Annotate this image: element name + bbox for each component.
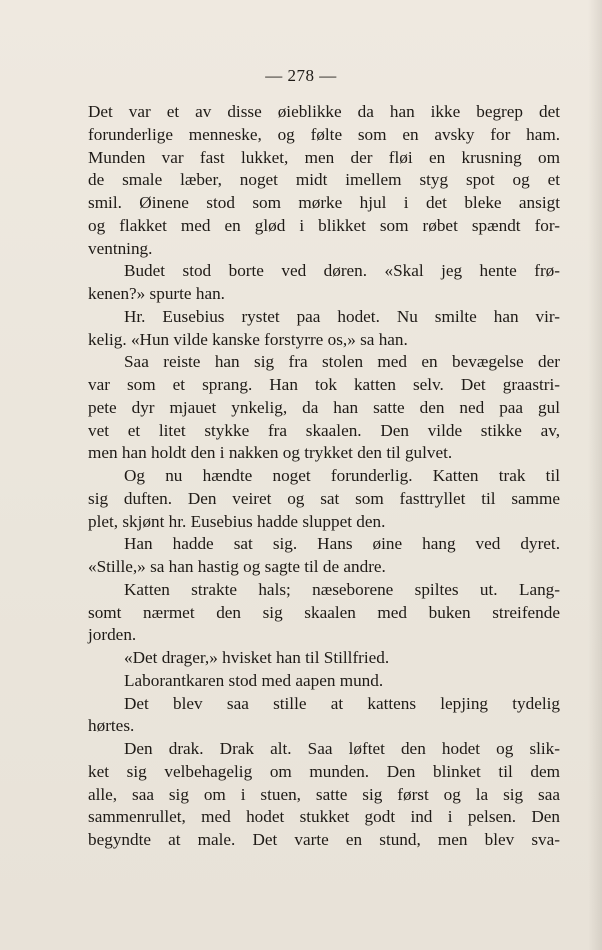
text-line: begyndte at male. Det varte en stund, men blev sva- bbox=[88, 830, 560, 849]
text-line: forunderlige menneske, og følte som en avsky for ham. bbox=[88, 124, 560, 144]
text-line: pete dyr mjauet ynkelig, da han satte den ned paa gul bbox=[88, 397, 560, 417]
text-line: Det blev saa stille at kattens lepjing tydelig bbox=[124, 693, 560, 713]
body-text bbox=[88, 101, 560, 852]
text-line: Budet stod borte ved døren. «Skal jeg hente frø- bbox=[124, 261, 560, 281]
text-line: kelig. «Hun vilde kanske forstyrre os,» sa han. bbox=[88, 329, 408, 349]
text-line: hørtes. bbox=[88, 716, 135, 736]
text-line: Laborantkaren stod med aapen mund. bbox=[124, 670, 384, 690]
text-line: vet et litet stykke fra skaalen. Den vilde stikke av, bbox=[88, 420, 560, 440]
text-line: var som et sprang. Han tok katten selv. Det graastri- bbox=[88, 375, 560, 394]
text-line: Han hadde sat sig. Hans øine hang ved dyret. bbox=[124, 534, 560, 554]
text-line: Den drak. Drak alt. Saa løftet den hodet og slik- bbox=[124, 739, 560, 758]
text-line: «Det drager,» hvisket han til Stillfried. bbox=[124, 648, 390, 667]
text-line: Katten strakte hals; næseborene spiltes ut. Lang- bbox=[124, 579, 560, 599]
page-edge-shadow bbox=[588, 0, 602, 950]
text-line: Hr. Eusebius rystet paa hodet. Nu smilte han vir- bbox=[124, 306, 560, 326]
text-line: kenen?» spurte han. bbox=[88, 284, 225, 303]
text-line: Saa reiste han sig fra stolen med en bevægelse der bbox=[124, 352, 560, 372]
text-line: Og nu hændte noget forunderlig. Katten trak til bbox=[124, 466, 560, 485]
text-line: og flakket med en glød i blikket som røbet spændt for- bbox=[88, 215, 560, 235]
text-line: Det var et av disse øieblikke da han ikke begrep det bbox=[88, 102, 560, 121]
page-number: — 278 — bbox=[265, 66, 337, 85]
text-line: plet, skjønt hr. Eusebius hadde sluppet den. bbox=[88, 511, 386, 531]
text-line: «Stille,» sa han hastig og sagte til de andre. bbox=[88, 557, 386, 576]
text-line: sammenrullet, med hodet stukket godt ind i pelsen. Den bbox=[88, 807, 560, 827]
text-line: de smale læber, noget midt imellem styg spot og et bbox=[88, 170, 560, 190]
text-line: jorden. bbox=[88, 625, 137, 645]
text-line: ket sig velbehagelig om munden. Den blinket til dem bbox=[88, 761, 560, 781]
text-line: men han holdt den i nakken og trykket den til gulvet. bbox=[88, 443, 453, 463]
text-line: somt nærmet den sig skaalen med buken streifende bbox=[88, 602, 560, 622]
text-line: Munden var fast lukket, men der fløi en krusning om bbox=[88, 147, 560, 167]
text-line: smil. Øinene stod som mørke hjul i det bleke ansigt bbox=[88, 193, 560, 212]
text-line: sig duften. Den veiret og sat som fasttryllet til samme bbox=[88, 488, 560, 508]
text-line: ventning. bbox=[88, 238, 153, 258]
text-line: alle, saa sig om i stuen, satte sig først og la sig saa bbox=[88, 784, 560, 804]
